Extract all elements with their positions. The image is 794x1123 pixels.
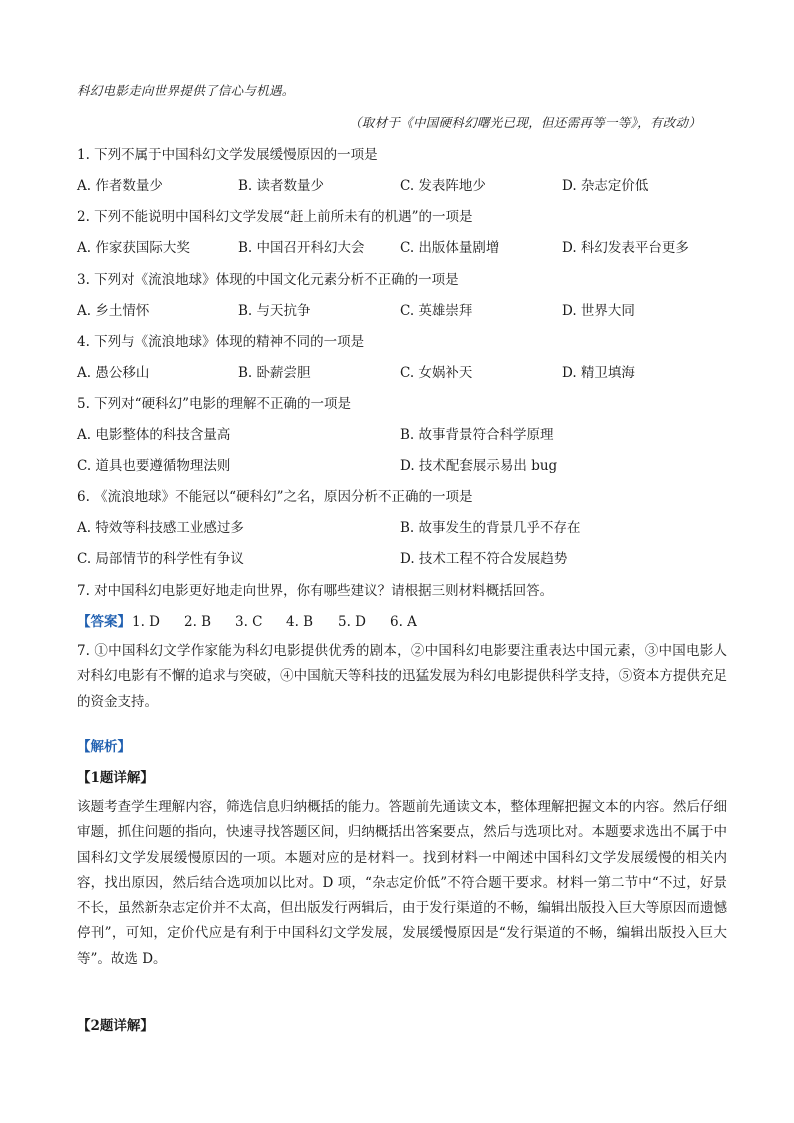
question-3-option-d: D. 世界大同 xyxy=(562,303,635,319)
question-2-stem: 2. 下列不能说明中国科幻文学发展“赶上前所未有的机遇”的一项是 xyxy=(77,209,473,225)
answer-item-2: 2. B xyxy=(184,614,212,630)
question-6-option-d: D. 技术工程不符合发展趋势 xyxy=(400,551,568,567)
question-5-option-a: A. 电影整体的科技含量高 xyxy=(77,427,231,443)
question-1-option-c: C. 发表阵地少 xyxy=(400,178,486,194)
question-5-option-c: C. 道具也要遵循物理法则 xyxy=(77,458,231,474)
question-3-stem: 3. 下列对《流浪地球》体现的中国文化元素分析不正确的一项是 xyxy=(77,272,459,288)
question-4-stem: 4. 下列与《流浪地球》体现的精神不同的一项是 xyxy=(77,334,365,350)
question-1-option-b: B. 读者数量少 xyxy=(238,178,325,194)
question-5-stem: 5. 下列对“硬科幻”电影的理解不正确的一项是 xyxy=(77,396,351,412)
answer-item-4: 4. B xyxy=(286,614,314,630)
source-citation: （取材于《中国硬科幻曙光已现，但还需再等一等》，有改动） xyxy=(349,115,702,130)
answer-q7: 7. ①中国科幻文学作家能为科幻电影提供优秀的剧本，②中国科幻电影要注重表达中国元素，③中国电影人对科幻电影有不懈的追求与突破，④中国航天等科技的迅猛发展为科幻电影提供科学支持，⑤资本方提供充足的资金支持。 xyxy=(77,643,727,710)
question-6-option-c: C. 局部情节的科学性有争议 xyxy=(77,551,244,567)
question-5-option-b: B. 故事背景符合科学原理 xyxy=(400,427,554,443)
question-2-option-d: D. 科幻发表平台更多 xyxy=(562,240,689,256)
detail-2-heading: 【2题详解】 xyxy=(77,1018,154,1034)
question-6-option-b: B. 故事发生的背景几乎不存在 xyxy=(400,520,581,536)
question-2-option-b: B. 中国召开科幻大会 xyxy=(238,240,365,256)
detail-1-heading: 【1题详解】 xyxy=(77,770,154,786)
question-4-option-d: D. 精卫填海 xyxy=(562,365,635,381)
question-3-option-c: C. 英雄崇拜 xyxy=(400,303,473,319)
question-4-option-a: A. 愚公移山 xyxy=(77,365,150,381)
answer-item-5: 5. D xyxy=(338,614,366,630)
question-7-stem: 7. 对中国科幻电影更好地走向世界，你有哪些建议？请根据三则材料概括回答。 xyxy=(77,583,554,599)
answer-item-6: 6. A xyxy=(390,614,417,630)
question-5-option-d: D. 技术配套展示易出 bug xyxy=(400,458,558,474)
question-3-option-b: B. 与天抗争 xyxy=(238,303,311,319)
question-2-option-a: A. 作家获国际大奖 xyxy=(77,240,190,256)
answer-label: 【答案】 xyxy=(77,614,131,630)
question-4-option-c: C. 女娲补天 xyxy=(400,365,473,381)
question-1-stem: 1. 下列不属于中国科幻文学发展缓慢原因的一项是 xyxy=(77,147,378,163)
question-2-option-c: C. 出版体量剧增 xyxy=(400,240,500,256)
question-1-option-d: D. 杂志定价低 xyxy=(562,178,649,194)
intro-line: 科幻电影走向世界提供了信心与机遇。 xyxy=(77,83,295,98)
question-6-stem: 6. 《流浪地球》不能冠以“硬科幻”之名，原因分析不正确的一项是 xyxy=(77,489,473,505)
answer-item-1: 1. D xyxy=(132,614,160,630)
answer-item-3: 3. C xyxy=(235,614,263,630)
question-3-option-a: A. 乡土情怀 xyxy=(77,303,150,319)
question-6-option-a: A. 特效等科技感工业感过多 xyxy=(77,520,244,536)
question-1-option-a: A. 作者数量少 xyxy=(77,178,163,194)
question-4-option-b: B. 卧薪尝胆 xyxy=(238,365,311,381)
analysis-label: 【解析】 xyxy=(77,739,131,755)
detail-1-text: 该题考查学生理解内容，筛选信息归纳概括的能力。答题前先通读文本，整体理解把握文本的内容。然后仔细审题，抓住问题的指向，快速寻找答题区间，归纳概括出答案要点，然后与选项比对。本题要求选出不属于中国科幻文学发展缓慢原因的一项。本题对应的是材料一。找到材料一中阐述中国科幻文学发展缓慢的相关内容，找出原因，然后结合选项加以比对。D 项，“杂志定价低”不符合题干要求。材料一第二节中“不过，好景不长，虽然新杂志定价并不太高，但出版发行两辑后，由于发行渠道的不畅，编辑出版投入巨大等原因而遗憾停刊”，可知，定价代应是有利于中国科幻文学发展，发展缓慢原因是“发行渠道的不畅，编辑出版投入巨大等”。故选 D。 xyxy=(77,799,727,967)
